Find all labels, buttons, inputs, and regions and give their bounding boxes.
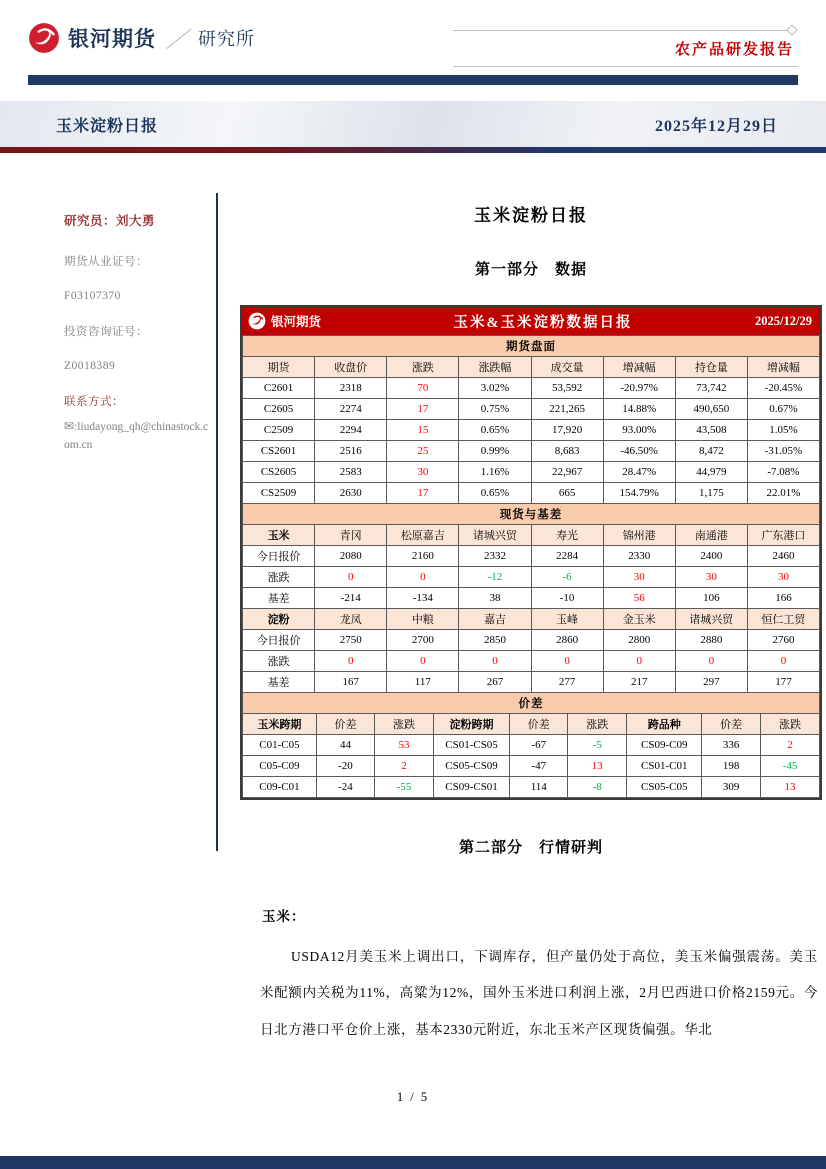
table-cell: 13 [568, 756, 627, 777]
researcher-label: 研究员：刘大勇 [64, 214, 156, 228]
table-cell: 锦州港 [603, 525, 675, 546]
table-cell: 0 [315, 567, 387, 588]
cert1-label: 期货从业证号： [64, 256, 148, 268]
table-brand-text: 银河期货 [271, 315, 322, 329]
table-cell: 56 [603, 588, 675, 609]
table-cell: 2318 [315, 378, 387, 399]
table-cell: C01-C05 [243, 735, 317, 756]
table-cell: 金玉米 [603, 609, 675, 630]
table-cell: 2460 [747, 546, 819, 567]
table-cell: 收盘价 [315, 357, 387, 378]
table-cell: 198 [702, 756, 761, 777]
table-cell: 22.01% [747, 483, 819, 504]
contact-email [64, 417, 210, 455]
table-row [243, 357, 820, 378]
table-cell: 44,979 [675, 462, 747, 483]
table-cell: 期货 [243, 357, 315, 378]
table-cell: 诸城兴贸 [459, 525, 531, 546]
header-navy-bar [28, 75, 798, 85]
table-cell: 117 [387, 672, 459, 693]
table-cell: -20 [316, 756, 374, 777]
table-cell: 221,265 [531, 399, 603, 420]
table-cell: 2080 [315, 546, 387, 567]
table-cell: 44 [316, 735, 374, 756]
table-cell: 2 [375, 756, 434, 777]
cert2-label: 投资咨询证号： [64, 326, 148, 338]
futures-table [242, 335, 820, 504]
table-cell: 30 [603, 567, 675, 588]
table-cell: CS2601 [243, 441, 315, 462]
table-cell: 青冈 [315, 525, 387, 546]
main-column [240, 193, 822, 1048]
table-row [243, 567, 820, 588]
table-cell: 涨跌 [243, 567, 315, 588]
table-cell: 2700 [387, 630, 459, 651]
table-cell: 0 [603, 651, 675, 672]
table-cell: 0 [531, 651, 603, 672]
table-section-row [243, 336, 820, 357]
table-cell: 增减幅 [747, 357, 819, 378]
table-cell: 持仓量 [675, 357, 747, 378]
table-cell: -6 [531, 567, 603, 588]
table-cell: 龙凤 [315, 609, 387, 630]
table-cell: -24 [316, 777, 374, 798]
table-cell: 跨品种 [627, 714, 702, 735]
table-cell: 增减幅 [603, 357, 675, 378]
table-cell: 43,508 [675, 420, 747, 441]
table-cell: 267 [459, 672, 531, 693]
table-cell: -67 [510, 735, 568, 756]
table-cell: 0 [747, 651, 819, 672]
table-row [243, 714, 820, 735]
table-cell: 2 [761, 735, 820, 756]
table-cell: 嘉吉 [459, 609, 531, 630]
table-cell: 淀粉 [243, 609, 315, 630]
table-cell: CS09-CS01 [433, 777, 509, 798]
table-cell: 2516 [315, 441, 387, 462]
table-cell: 2294 [315, 420, 387, 441]
table-cell: 2630 [315, 483, 387, 504]
table-cell: 2860 [531, 630, 603, 651]
content-area [0, 153, 826, 1048]
table-cell: 2880 [675, 630, 747, 651]
table-cell: 217 [603, 672, 675, 693]
table-cell: 0 [675, 651, 747, 672]
table-cell: 2330 [603, 546, 675, 567]
table-section-row [243, 504, 820, 525]
table-cell: 177 [747, 672, 819, 693]
table-cell: -134 [387, 588, 459, 609]
table-cell: 2274 [315, 399, 387, 420]
table-cell: C2509 [243, 420, 315, 441]
table-cell: CS01-CS05 [433, 735, 509, 756]
table-row [243, 777, 820, 798]
table-cell: 17 [387, 483, 459, 504]
footer-navy-bar [0, 1156, 826, 1169]
table-row [243, 651, 820, 672]
table-cell: -20.45% [747, 378, 819, 399]
table-cell: 17 [387, 399, 459, 420]
table-row [243, 441, 820, 462]
table-date: 2025/12/29 [755, 313, 812, 328]
table-cell: 30 [747, 567, 819, 588]
table-cell: 1.05% [747, 420, 819, 441]
table-cell: CS2509 [243, 483, 315, 504]
table-cell: 53,592 [531, 378, 603, 399]
table-cell: 涨跌 [761, 714, 820, 735]
table-cell: C05-C09 [243, 756, 317, 777]
table-cell: 诸城兴贸 [675, 609, 747, 630]
table-cell: 淀粉跨期 [433, 714, 509, 735]
brand-division: 研究所 [198, 29, 256, 49]
table-cell: 166 [747, 588, 819, 609]
table-cell: 336 [702, 735, 761, 756]
table-row [243, 588, 820, 609]
brand-logo-group [28, 16, 255, 54]
table-cell: 106 [675, 588, 747, 609]
report-type-label: 农产品研发报告 [674, 42, 794, 58]
table-cell: 8,683 [531, 441, 603, 462]
table-cell: 665 [531, 483, 603, 504]
report-type-block [453, 16, 798, 67]
table-cell: 玉米 [243, 525, 315, 546]
table-cell: 70 [387, 378, 459, 399]
section-title-cell: 价差 [243, 693, 820, 714]
deco-line [453, 30, 788, 31]
table-cell: 价差 [510, 714, 568, 735]
table-cell: -5 [568, 735, 627, 756]
data-report-table [240, 305, 822, 800]
table-cell: 涨跌 [243, 651, 315, 672]
table-row [243, 609, 820, 630]
table-cell: 73,742 [675, 378, 747, 399]
cert1-value: F03107370 [64, 290, 121, 302]
part2-title: 第二部分 行情研判 [458, 840, 603, 856]
table-cell: 0.99% [459, 441, 531, 462]
table-cell: 14.88% [603, 399, 675, 420]
commodity-heading: 玉米： [262, 909, 306, 924]
table-row [243, 462, 820, 483]
table-row [243, 378, 820, 399]
table-cell: 2160 [387, 546, 459, 567]
table-row [243, 399, 820, 420]
spot-basis-table [242, 503, 820, 693]
table-cell: 涨跌 [387, 357, 459, 378]
table-cell: 297 [675, 672, 747, 693]
table-cell: 0.65% [459, 483, 531, 504]
table-cell: 成交量 [531, 357, 603, 378]
table-cell: -8 [568, 777, 627, 798]
table-cell: 中粮 [387, 609, 459, 630]
table-row [243, 420, 820, 441]
table-cell: 涨跌幅 [459, 357, 531, 378]
table-cell: 2332 [459, 546, 531, 567]
spread-table [242, 692, 820, 798]
page-number: 1 / 5 [396, 1090, 430, 1104]
table-cell: 8,472 [675, 441, 747, 462]
table-cell: 0.65% [459, 420, 531, 441]
table-cell: CS01-C01 [627, 756, 702, 777]
table-cell: 松原嘉吉 [387, 525, 459, 546]
table-row [243, 546, 820, 567]
table-cell: 2850 [459, 630, 531, 651]
part1-title: 第一部分 数据 [474, 262, 587, 278]
table-cell: CS05-CS09 [433, 756, 509, 777]
table-cell: 基差 [243, 672, 315, 693]
table-cell: -12 [459, 567, 531, 588]
table-cell: 17,920 [531, 420, 603, 441]
title-banner [0, 101, 826, 147]
table-cell: 广东港口 [747, 525, 819, 546]
table-cell: 22,967 [531, 462, 603, 483]
table-cell: 30 [387, 462, 459, 483]
table-cell: 0 [387, 651, 459, 672]
table-cell: 寿光 [531, 525, 603, 546]
brand-row [28, 16, 798, 67]
contact-label: 联系方式： [64, 396, 124, 408]
table-row [243, 525, 820, 546]
table-cell: 2583 [315, 462, 387, 483]
table-cell: -47 [510, 756, 568, 777]
table-cell: 今日报价 [243, 630, 315, 651]
table-cell: 玉米跨期 [243, 714, 317, 735]
table-cell: 恒仁工贸 [747, 609, 819, 630]
section-title-cell: 期货盘面 [243, 336, 820, 357]
table-cell: 涨跌 [568, 714, 627, 735]
galaxy-logo-icon [28, 22, 60, 54]
table-title: 玉米&玉米淀粉数据日报 [453, 314, 633, 331]
table-row [243, 756, 820, 777]
table-cell: -55 [375, 777, 434, 798]
table-cell: 490,650 [675, 399, 747, 420]
table-cell: CS05-C05 [627, 777, 702, 798]
table-cell: 28.47% [603, 462, 675, 483]
table-cell: 0.75% [459, 399, 531, 420]
table-cell: 38 [459, 588, 531, 609]
table-cell: 114 [510, 777, 568, 798]
table-cell: 0 [387, 567, 459, 588]
table-cell: C2601 [243, 378, 315, 399]
sidebar [64, 193, 210, 1048]
table-cell: 2750 [315, 630, 387, 651]
table-cell: 价差 [702, 714, 761, 735]
table-cell: 2800 [603, 630, 675, 651]
table-cell: 1.16% [459, 462, 531, 483]
document-title: 玉米淀粉日报 [474, 206, 588, 225]
table-cell: 0 [459, 651, 531, 672]
table-cell: 25 [387, 441, 459, 462]
email-icon: ✉ [64, 419, 75, 433]
table-cell: 154.79% [603, 483, 675, 504]
table-cell: 93.00% [603, 420, 675, 441]
cert2-value: Z0018389 [64, 360, 116, 372]
galaxy-logo-small-icon [248, 312, 266, 330]
table-cell: 0 [315, 651, 387, 672]
vertical-divider [216, 193, 218, 851]
table-cell: -31.05% [747, 441, 819, 462]
brand-slash: ／ [166, 26, 189, 52]
table-row [243, 483, 820, 504]
banner-date: 2025年12月29日 [654, 117, 778, 135]
deco-underline [453, 66, 798, 67]
table-cell: 277 [531, 672, 603, 693]
table-cell: -214 [315, 588, 387, 609]
table-cell: 15 [387, 420, 459, 441]
table-cell: 309 [702, 777, 761, 798]
table-cell: 价差 [316, 714, 374, 735]
table-cell: 2284 [531, 546, 603, 567]
table-row [243, 672, 820, 693]
table-cell: C09-C01 [243, 777, 317, 798]
analysis-paragraph: USDA12月美玉米上调出口，下调库存，但产量仍处于高位，美玉米偏强震荡。美玉米配额内关税为11%，高粱为12%，国外玉米进口利润上涨，2月巴西进口价格2159元。今日北方港口平仓价上涨，基本2330元附近，东北玉米产区现货偏强。华北 [260, 949, 818, 1037]
table-cell: 3.02% [459, 378, 531, 399]
table-section-row [243, 693, 820, 714]
table-cell: CS2605 [243, 462, 315, 483]
table-cell: 涨跌 [375, 714, 434, 735]
table-cell: 1,175 [675, 483, 747, 504]
brand-name: 银河期货 [68, 27, 156, 51]
table-cell: 13 [761, 777, 820, 798]
table-cell: C2605 [243, 399, 315, 420]
table-cell: 2400 [675, 546, 747, 567]
table-cell: 53 [375, 735, 434, 756]
table-cell: 0.67% [747, 399, 819, 420]
banner-report-title: 玉米淀粉日报 [56, 117, 159, 135]
table-cell: -20.97% [603, 378, 675, 399]
section-title-cell: 现货与基差 [243, 504, 820, 525]
table-cell: 南通港 [675, 525, 747, 546]
table-cell: -10 [531, 588, 603, 609]
table-row [243, 630, 820, 651]
part2-section [240, 836, 822, 1048]
table-cell: 今日报价 [243, 546, 315, 567]
table-cell: 2760 [747, 630, 819, 651]
table-cell: -46.50% [603, 441, 675, 462]
table-banner-brand [248, 312, 366, 330]
page-header [0, 0, 826, 85]
table-cell: -7.08% [747, 462, 819, 483]
table-cell: 玉峰 [531, 609, 603, 630]
email-text: :liudayong_qh@chinastock.com.cn [64, 421, 209, 452]
table-cell: -45 [761, 756, 820, 777]
table-cell: 30 [675, 567, 747, 588]
table-banner [242, 307, 820, 335]
table-row [243, 735, 820, 756]
table-cell: 基差 [243, 588, 315, 609]
table-cell: 167 [315, 672, 387, 693]
table-cell: CS09-C09 [627, 735, 702, 756]
